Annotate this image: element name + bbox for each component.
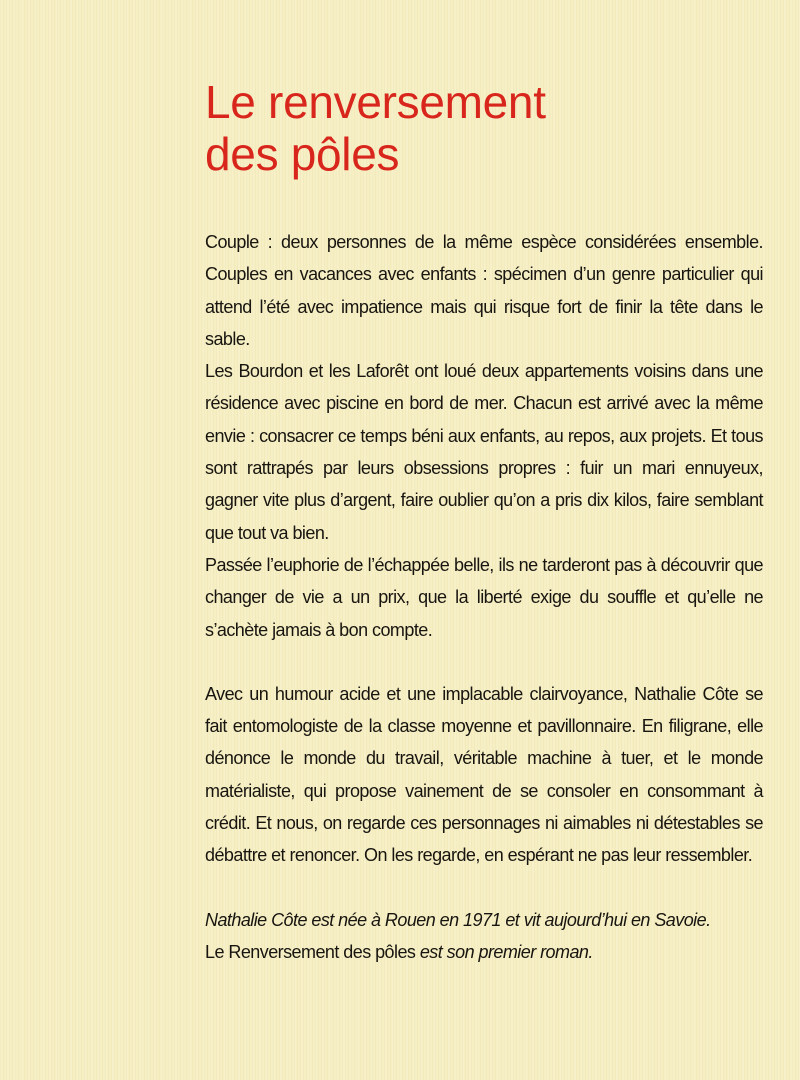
title-line-1: Le renversement xyxy=(205,76,546,128)
author-bio-book-title: Le Renversement des pôles xyxy=(205,941,416,962)
author-bio-first-novel: est son premier roman. xyxy=(415,941,593,962)
back-cover xyxy=(205,76,763,968)
title-line-2: des pôles xyxy=(205,128,400,180)
paragraph-plot: Les Bourdon et les Laforêt ont loué deux appartements voisins dans une résidence avec piscine en bord de mer. Chacun est arrivé avec la même envie : consacrer ce temps béni aux enfants, au repos, aux projets. Et tous sont rattrapés par leurs obsessions propres : fuir un mari ennuyeux, gagner vite plus d’argent, faire oublier qu’on a pris dix kilos, faire semblant que tout va bien. xyxy=(205,361,763,543)
author-bio xyxy=(205,904,763,969)
paragraph-spacer xyxy=(205,646,763,678)
paragraph-definition: Couple : deux personnes de la même espèce considérées ensemble. Couples en vacances avec enfants : spécimen d’un genre particulier qui attend l’été avec impatience mais qui risque fort de finir la tête dans le sable. xyxy=(205,232,763,349)
blurb xyxy=(205,226,763,968)
paragraph-spacer xyxy=(205,872,763,904)
book-title-heading xyxy=(205,76,763,180)
author-bio-line: Nathalie Côte est née à Rouen en 1971 et vit aujourd’hui en Savoie. xyxy=(205,909,711,930)
paragraph-review: Avec un humour acide et une implacable clairvoyance, Nathalie Côte se fait entomologiste de la classe moyenne et pavillonnaire. En filigrane, elle dénonce le monde du travail, véritable machine à tuer, et le monde matérialiste, qui propose vainement de se consoler en consommant à crédit. Et nous, on regarde ces personnages ni aimables ni détestables se débattre et renoncer. On les regarde, en espérant ne pas leur ressembler. xyxy=(205,683,763,866)
paragraph-theme: Passée l’euphorie de l’échappée belle, ils ne tarderont pas à découvrir que changer de vie a un prix, que la liberté exige du souffle et qu’elle ne s’achète jamais à bon compte. xyxy=(205,554,763,640)
